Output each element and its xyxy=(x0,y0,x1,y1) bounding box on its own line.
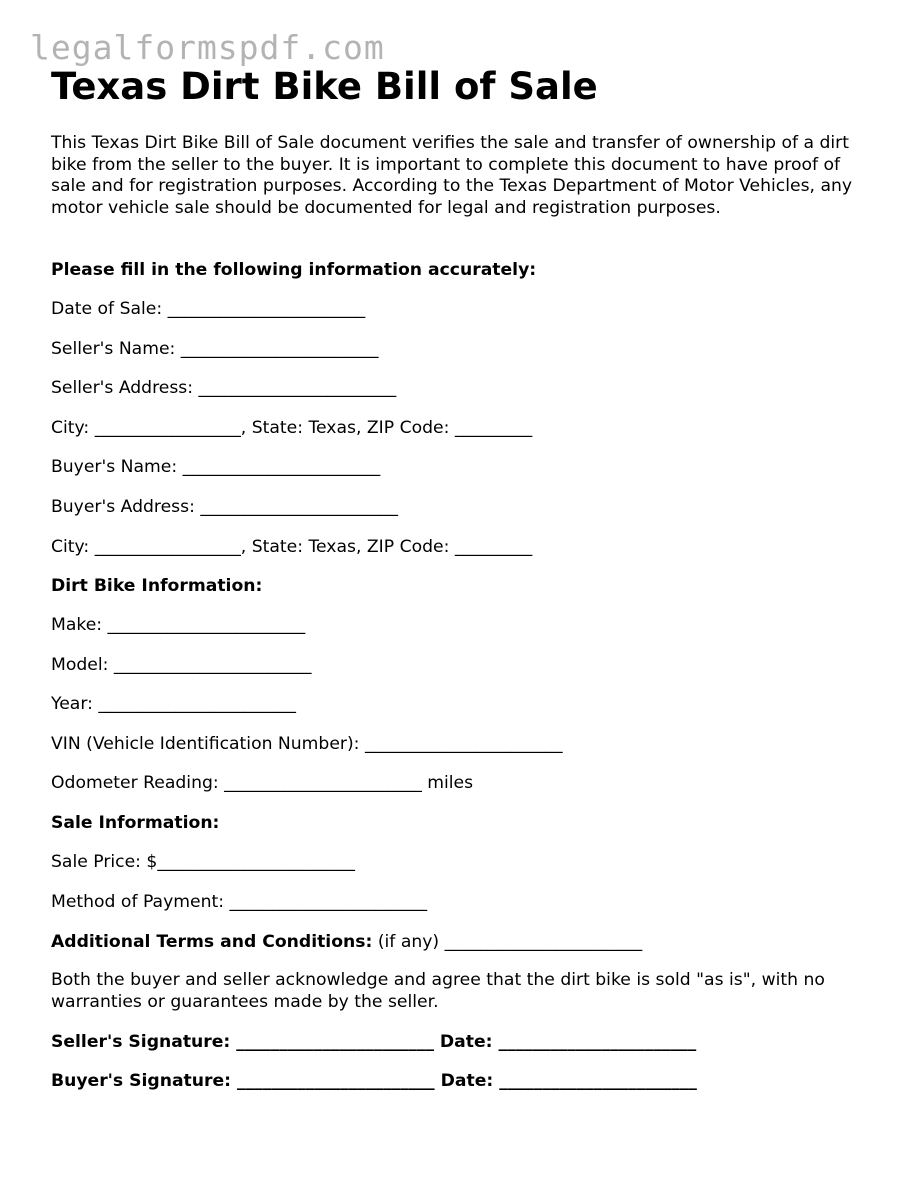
date-of-sale-field[interactable]: Date of Sale: _______________________ xyxy=(51,299,366,319)
sale-price-field[interactable]: Sale Price: $_______________________ xyxy=(51,852,356,872)
sale-info-heading: Sale Information: xyxy=(51,813,220,833)
seller-signature-field[interactable]: Seller's Signature: _______________________ Date: _______________________ xyxy=(51,1032,697,1052)
year-field[interactable]: Year: _______________________ xyxy=(51,694,296,714)
buyer-city-state-zip-field[interactable]: City: _________________, State: Texas, ZIP Code: _________ xyxy=(51,537,533,557)
additional-terms-field[interactable] xyxy=(51,931,642,953)
odometer-field[interactable]: Odometer Reading: _______________________ miles xyxy=(51,773,474,793)
payment-method-field[interactable]: Method of Payment: _______________________ xyxy=(51,892,428,912)
watermark: legalformspdf.com xyxy=(30,28,385,67)
intro-paragraph: This Texas Dirt Bike Bill of Sale document verifies the sale and transfer of ownership of a dirt bike from the seller to the buyer. It is important to complete this document to have proof of sale and for registration purposes. According to the Texas Department of Motor Vehicles, any motor vehicle sale should be documented for legal and registration purposes. xyxy=(51,133,853,218)
buyer-signature-field[interactable]: Buyer's Signature: _______________________ Date: _______________________ xyxy=(51,1071,697,1091)
vin-field[interactable]: VIN (Vehicle Identification Number): _______________________ xyxy=(51,734,563,754)
instruction-heading: Please fill in the following information accurately: xyxy=(51,260,537,280)
acknowledgement-paragraph: Both the buyer and seller acknowledge and agree that the dirt bike is sold "as is", with no warranties or guarantees made by the seller. xyxy=(51,970,825,1012)
document-title: Texas Dirt Bike Bill of Sale xyxy=(51,65,598,108)
seller-name-field[interactable]: Seller's Name: _______________________ xyxy=(51,339,379,359)
make-field[interactable]: Make: _______________________ xyxy=(51,615,306,635)
buyer-name-field[interactable]: Buyer's Name: _______________________ xyxy=(51,457,381,477)
seller-address-field[interactable]: Seller's Address: _______________________ xyxy=(51,378,397,398)
model-field[interactable]: Model: _______________________ xyxy=(51,655,312,675)
additional-terms-label: Additional Terms and Conditions: xyxy=(51,932,373,952)
seller-city-state-zip-field[interactable]: City: _________________, State: Texas, ZIP Code: _________ xyxy=(51,418,533,438)
additional-terms-blank[interactable]: (if any) _______________________ xyxy=(372,932,643,952)
buyer-address-field[interactable]: Buyer's Address: _______________________ xyxy=(51,497,398,517)
bike-info-heading: Dirt Bike Information: xyxy=(51,576,263,596)
